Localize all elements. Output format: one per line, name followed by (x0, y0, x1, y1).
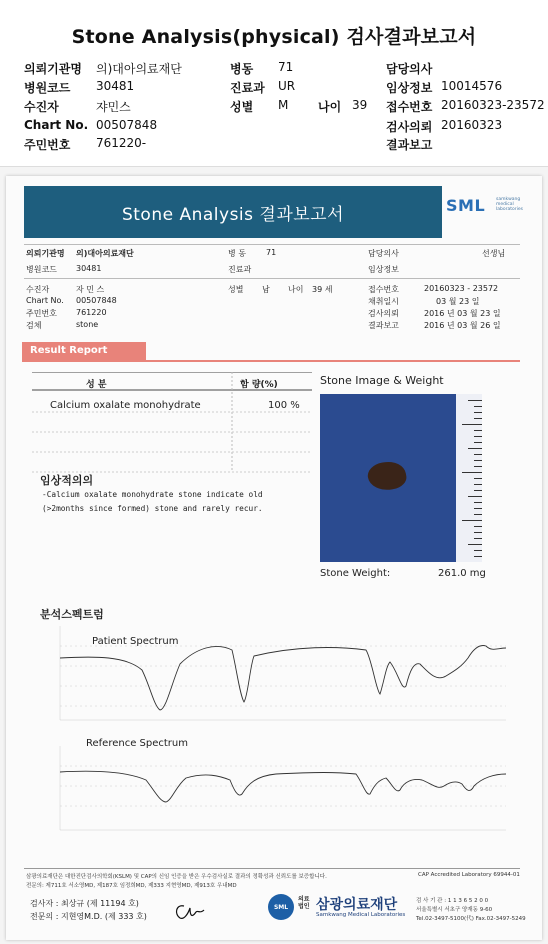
result-report-rule (22, 360, 520, 362)
age-label: 나이 (318, 100, 342, 114)
stone-photo (320, 394, 482, 562)
patient-spectrum-label: Patient Spectrum (92, 636, 179, 647)
req-org-value: 의)대아의료재단 (96, 62, 182, 76)
component-header: 성 분 (86, 380, 107, 390)
content-header: 함 량(%) (240, 380, 278, 390)
receipt-value: 20160323 - 23572 (424, 284, 499, 293)
request-date-value: 20160323 (441, 118, 503, 132)
dept-label: 진료과 (230, 81, 265, 95)
component-name: Calcium oxalate monohydrate (50, 400, 201, 411)
age-value: 39 (352, 98, 368, 112)
doctor-label: 담당의사 (386, 62, 433, 76)
patient-value: 자 민 스 (76, 285, 105, 294)
clinical-label: 임상정보 (368, 265, 399, 274)
result-report-title: Result Report (22, 342, 146, 360)
rrn-label: 주민번호 (26, 309, 57, 318)
specialist: 전문의 : 지현영M.D. (제 333 호) (30, 912, 147, 921)
clinical-significance-line-2: (>2months since formed) stone and rarely recur. (42, 504, 263, 513)
report-date-label: 결과보고 (368, 321, 399, 330)
divider (24, 278, 520, 279)
lab-phone: Tel.02-3497-5100(代) Fax.02-3497-5249 (416, 916, 526, 922)
org-value: 의)대아의료재단 (76, 249, 134, 258)
doctor-value: 선생님 (482, 249, 506, 258)
ward-value: 71 (266, 248, 277, 257)
patient-value: 쟈민스 (96, 100, 131, 114)
cap-accreditation: CAP Accredited Laboratory 69944-01 (418, 872, 520, 878)
clinical-significance-line-1: -Calcium oxalate monohydrate stone indicate old (42, 490, 263, 499)
examiner: 검사자 : 최상규 (제 11194 호) (30, 899, 139, 908)
receipt-label: 접수번호 (368, 285, 399, 294)
ward-value: 71 (278, 60, 294, 74)
foundation-subtitle: Samkwang Medical Laboratories (316, 912, 406, 918)
patient-label: 수진자 (24, 100, 59, 114)
chart-no-label: Chart No. (24, 118, 89, 132)
ward-label: 병동 (230, 62, 254, 76)
chart-label: Chart No. (26, 296, 64, 305)
collect-value: 03 월 23 일 (436, 297, 480, 306)
age-label: 나이 (288, 285, 304, 294)
stone-weight-label: Stone Weight: (320, 568, 391, 579)
scanned-report (6, 176, 542, 940)
dept-value: UR (278, 79, 296, 93)
age-value: 39 세 (312, 285, 333, 294)
stone-specimen (366, 459, 408, 493)
sex-label: 성별 (228, 285, 244, 294)
ward-label: 병 동 (228, 249, 246, 258)
clinical-significance-title: 임상적의의 (40, 474, 94, 487)
foundation-prefix: 의료 법인 (298, 896, 310, 910)
receipt-no-value: 20160323-23572 (441, 98, 545, 112)
hosp-code-label: 병원코드 (24, 81, 71, 95)
req-org-label: 의뢰기관명 (24, 62, 82, 76)
org-label: 의뢰기관명 (26, 249, 65, 258)
lab-code: 검 사 기 관 : 1 1 3 6 5 2 0 0 (416, 898, 489, 904)
receipt-no-label: 접수번호 (386, 100, 433, 114)
component-percent: 100 % (268, 400, 300, 411)
request-value: 2016 년 03 월 23 일 (424, 309, 501, 318)
dept-label: 진료과 (228, 265, 252, 274)
result-report-label: 결과보고 (386, 138, 433, 152)
hosp-code-value: 30481 (96, 79, 135, 93)
sex-value: 남 (262, 285, 270, 294)
foundation-name: 삼광의료재단 (316, 897, 398, 913)
doctor-label: 담당의사 (368, 249, 399, 258)
rrn-label: 주민번호 (24, 138, 71, 152)
hosp-label: 병원코드 (26, 265, 57, 274)
lab-address: 서울특별시 서초구 양재동 9-60 (416, 907, 493, 913)
hosp-value: 30481 (76, 264, 102, 273)
footer-accreditation: 삼광의료재단은 대한진단검사의학회(KSLM) 및 CAP의 신임 인증을 받은 우수검사실로 결과의 정확성과 신뢰도를 보증합니다. (26, 874, 327, 880)
logo-text: SML (446, 196, 486, 215)
rrn-value: 761220 (76, 308, 107, 317)
patient-label: 수진자 (26, 285, 50, 294)
stone-weight-value: 261.0 mg (438, 568, 486, 579)
divider (24, 244, 520, 245)
sml-logo (446, 196, 536, 236)
footer-rule (24, 868, 520, 869)
rrn-value: 761220- (96, 136, 147, 150)
foundation-logo-icon: SML (268, 894, 294, 920)
report-header (0, 0, 548, 167)
report-date-value: 2016 년 03 월 26 일 (424, 321, 501, 330)
clinical-info-value: 10014576 (441, 79, 503, 93)
spectrum-title: 분석스펙트럼 (40, 608, 104, 621)
sex-label: 성별 (230, 100, 254, 114)
reference-spectrum-label: Reference Spectrum (86, 738, 188, 749)
chart-value: 00507848 (76, 296, 117, 305)
specimen-value: stone (76, 320, 99, 329)
clinical-info-label: 임상정보 (386, 81, 433, 95)
signature (172, 900, 206, 922)
request-label: 검사의뢰 (368, 309, 399, 318)
report-banner: Stone Analysis 결과보고서 (24, 186, 442, 238)
reference-spectrum-plot (36, 746, 516, 846)
collect-label: 채취일시 (368, 297, 399, 306)
page-title: Stone Analysis(physical) 검사결과보고서 (71, 26, 477, 48)
specimen-label: 검체 (26, 321, 42, 330)
footer-specialists: 전문의: 제711호 서소영MD, 제187호 임정희MD, 제333 지현영MD, 제913호 우내MD (26, 883, 237, 889)
logo-subtext: samkwang medical laboratories (496, 197, 523, 212)
chart-no-value: 00507848 (96, 118, 158, 132)
stone-image-title: Stone Image & Weight (320, 374, 444, 387)
ruler (456, 394, 482, 562)
sex-value: M (278, 98, 289, 112)
request-date-label: 검사의뢰 (386, 120, 433, 134)
